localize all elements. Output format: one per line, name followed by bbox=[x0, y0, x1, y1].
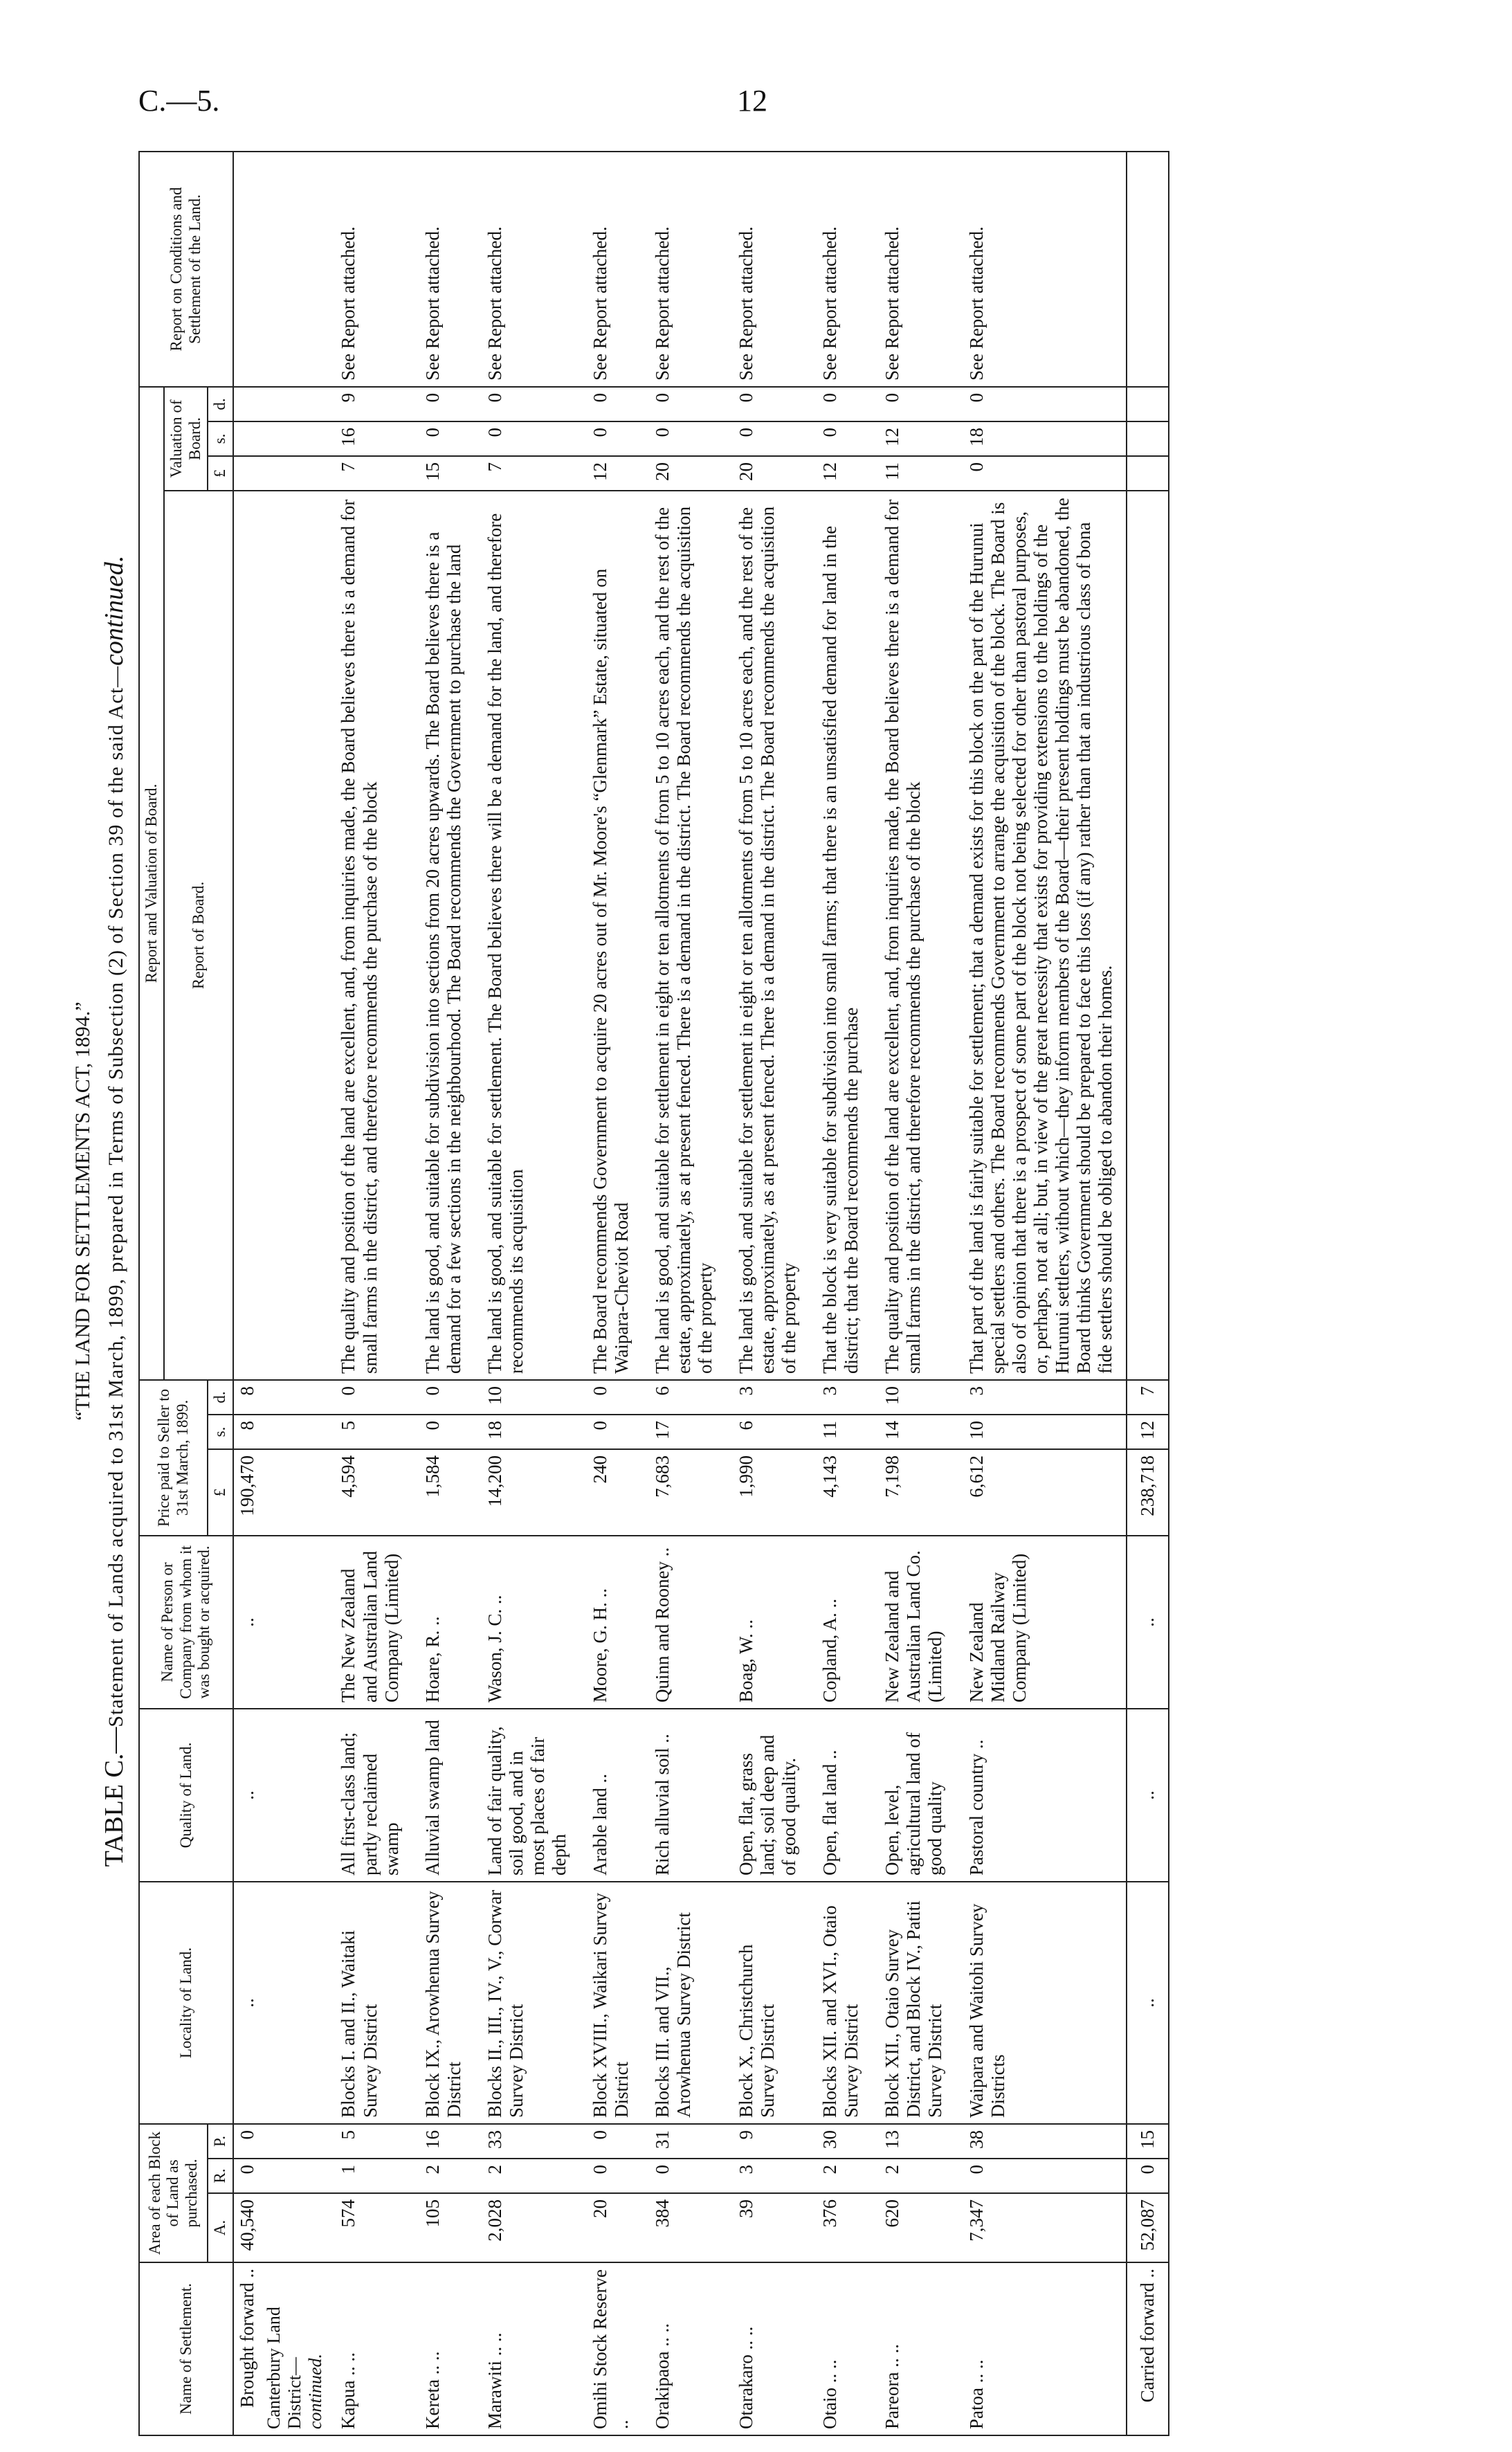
brought-forward-row: Brought forward .. 40,540 0 0 .. .. .. 190,470 8 8 bbox=[233, 152, 261, 2435]
price-pounds: 240 bbox=[580, 1449, 642, 1536]
district-row bbox=[261, 152, 329, 2435]
brought-forward-label: Brought forward .. bbox=[233, 2262, 261, 2435]
carried-forward-label: Carried forward .. bbox=[1127, 2262, 1169, 2435]
page-number: 12 bbox=[737, 84, 767, 118]
board-report: The quality and position of the land are excellent, and, from inquiries made, the Board believes there is a demand for small farms in the district, and therefore recommends the purchase of the block bbox=[328, 491, 412, 1380]
price-unit-pounds: £ bbox=[208, 1449, 233, 1536]
area-roods: 1 bbox=[328, 2159, 412, 2193]
valuation-shillings: 18 bbox=[956, 421, 1127, 456]
table-statement: Statement of Lands acquired to 31st March, 1899, prepared in Terms of Subsection (2) of Section 39 of the said Act— bbox=[104, 665, 127, 1727]
area-perches: 13 bbox=[872, 2124, 956, 2159]
settlements-table bbox=[138, 151, 1169, 2436]
col-locality-header: Locality of Land. bbox=[139, 1882, 233, 2124]
price-pence: 0 bbox=[328, 1380, 412, 1415]
board-report: The land is good, and suitable for subdivision into sections from 20 acres upwards. The Board believes there is a demand for a few sections in the neighbourhood. The Board recommends the Government to purchase the land bbox=[412, 491, 475, 1380]
table-title bbox=[99, 556, 129, 1867]
valuation-pounds: 20 bbox=[726, 456, 810, 491]
vendor: Moore, G. H. .. bbox=[580, 1536, 642, 1709]
price-shillings: 17 bbox=[642, 1415, 726, 1449]
price-pounds: 7,198 bbox=[872, 1449, 956, 1536]
area-acres: 20 bbox=[580, 2193, 642, 2262]
quality: All first-class land; partly reclaimed swamp bbox=[328, 1709, 412, 1882]
locality: Block IX., Arowhenua Survey District bbox=[412, 1882, 475, 2124]
price-pence: 3 bbox=[810, 1380, 872, 1415]
valuation-shillings: 0 bbox=[580, 421, 642, 456]
price-pounds: 1,990 bbox=[726, 1449, 810, 1536]
price-pounds: 6,612 bbox=[956, 1449, 1127, 1536]
area-perches: 31 bbox=[642, 2124, 726, 2159]
area-roods: 0 bbox=[642, 2159, 726, 2193]
area-acres: 2,028 bbox=[475, 2193, 580, 2262]
area-roods: 2 bbox=[872, 2159, 956, 2193]
col-valuation-header: Valuation of Board. bbox=[164, 387, 208, 491]
valuation-pounds: 12 bbox=[580, 456, 642, 491]
carried-forward-pounds: 238,718 bbox=[1127, 1449, 1169, 1536]
area-acres: 620 bbox=[872, 2193, 956, 2262]
quality: Rich alluvial soil .. bbox=[642, 1709, 726, 1882]
brought-forward-pence: 8 bbox=[233, 1380, 261, 1415]
table-row bbox=[956, 152, 1127, 2435]
col-area-header: Area of each Block of Land as purchased. bbox=[139, 2124, 208, 2262]
conditions-report: See Report attached. bbox=[956, 152, 1127, 387]
board-report: The quality and position of the land are excellent, and, from inquiries made, the Board believes there is a demand for small farms in the district, and therefore recommends the purchase of the block bbox=[872, 491, 956, 1380]
price-pence: 3 bbox=[956, 1380, 1127, 1415]
brought-forward-roods: 0 bbox=[233, 2159, 261, 2193]
board-report: That part of the land is fairly suitable for settlement; that a demand exists for this block on the part of the Hurunui special settlers and others. The Board recommends Government to arrange the acquisition of the block. The Board is also of opinion that there is a prospect of some part of the block not being selected for other than pastoral purposes, or, perhaps, not at all; but, in view of the great necessity that exists for providing extensions to the holdings of the Hurunui settlers, without which—they inform members of the Board—their present holdings must be abandoned, the Board thinks Government should be prepared to face this loss (if any) rather than that an industrious class of bona fide settlers should be obliged to abandon their homes. bbox=[956, 491, 1127, 1380]
area-perches: 16 bbox=[412, 2124, 475, 2159]
act-title: “THE LAND FOR SETTLEMENTS ACT, 1894.” bbox=[71, 1001, 94, 1421]
valuation-pence: 0 bbox=[412, 387, 475, 421]
vendor: Copland, A. .. bbox=[810, 1536, 872, 1709]
settlement-name: Patoa .. .. bbox=[956, 2262, 1127, 2435]
price-pence: 0 bbox=[412, 1380, 475, 1415]
table-row bbox=[810, 152, 872, 2435]
valuation-shillings: 0 bbox=[475, 421, 580, 456]
price-pence: 10 bbox=[475, 1380, 580, 1415]
valuation-unit-pounds: £ bbox=[208, 456, 233, 491]
quality: Arable land .. bbox=[580, 1709, 642, 1882]
brought-forward-perches: 0 bbox=[233, 2124, 261, 2159]
vendor: New Zealand Midland Railway Company (Limited) bbox=[956, 1536, 1127, 1709]
col-quality-header: Quality of Land. bbox=[139, 1709, 233, 1882]
valuation-shillings: 0 bbox=[726, 421, 810, 456]
table-row bbox=[412, 152, 475, 2435]
conditions-report: See Report attached. bbox=[580, 152, 642, 387]
area-unit-roods: R. bbox=[208, 2159, 233, 2193]
quality: Open, level, agricultural land of good quality bbox=[872, 1709, 956, 1882]
valuation-pounds: 12 bbox=[810, 456, 872, 491]
area-perches: 5 bbox=[328, 2124, 412, 2159]
col-vendor-header: Name of Person or Company from whom it was bought or acquired. bbox=[139, 1536, 233, 1709]
brought-forward-pounds: 190,470 bbox=[233, 1449, 261, 1536]
area-perches: 33 bbox=[475, 2124, 580, 2159]
price-unit-shillings: s. bbox=[208, 1415, 233, 1449]
price-pounds: 14,200 bbox=[475, 1449, 580, 1536]
area-acres: 7,347 bbox=[956, 2193, 1127, 2262]
conditions-report: See Report attached. bbox=[328, 152, 412, 387]
valuation-pence: 0 bbox=[810, 387, 872, 421]
price-pounds: 1,584 bbox=[412, 1449, 475, 1536]
valuation-pence: 0 bbox=[956, 387, 1127, 421]
valuation-pence: 0 bbox=[642, 387, 726, 421]
area-perches: 38 bbox=[956, 2124, 1127, 2159]
price-shillings: 14 bbox=[872, 1415, 956, 1449]
valuation-unit-pence: d. bbox=[208, 387, 233, 421]
area-acres: 105 bbox=[412, 2193, 475, 2262]
price-pence: 3 bbox=[726, 1380, 810, 1415]
area-perches: 30 bbox=[810, 2124, 872, 2159]
rotated-table-wrapper bbox=[138, 152, 1453, 2436]
quality: Open, flat, grass land; soil deep and of good quality. bbox=[726, 1709, 810, 1882]
area-roods: 2 bbox=[810, 2159, 872, 2193]
price-shillings: 6 bbox=[726, 1415, 810, 1449]
conditions-report: See Report attached. bbox=[412, 152, 475, 387]
vendor: Quinn and Rooney .. bbox=[642, 1536, 726, 1709]
area-roods: 0 bbox=[580, 2159, 642, 2193]
report-code: C.—5. bbox=[138, 84, 220, 118]
carried-forward-roods: 0 bbox=[1127, 2159, 1169, 2193]
carried-forward-row: Carried forward .. 52,087 0 15 .. .. .. 238,718 12 7 bbox=[1127, 152, 1169, 2435]
brought-forward-acres: 40,540 bbox=[233, 2193, 261, 2262]
price-pence: 6 bbox=[642, 1380, 726, 1415]
valuation-shillings: 0 bbox=[642, 421, 726, 456]
vendor: New Zealand and Australian Land Co. (Limited) bbox=[872, 1536, 956, 1709]
valuation-pence: 0 bbox=[726, 387, 810, 421]
col-name-header: Name of Settlement. bbox=[139, 2262, 233, 2435]
conditions-report: See Report attached. bbox=[872, 152, 956, 387]
valuation-pounds: 7 bbox=[328, 456, 412, 491]
settlement-name: Marawiti .. .. bbox=[475, 2262, 580, 2435]
col-price-header: Price paid to Seller to 31st March, 1899. bbox=[139, 1380, 208, 1536]
area-acres: 39 bbox=[726, 2193, 810, 2262]
price-pence: 0 bbox=[580, 1380, 642, 1415]
price-shillings: 5 bbox=[328, 1415, 412, 1449]
locality: Blocks III. and VII., Arowhenua Survey District bbox=[642, 1882, 726, 2124]
conditions-report: See Report attached. bbox=[642, 152, 726, 387]
valuation-pence: 0 bbox=[580, 387, 642, 421]
valuation-shillings: 0 bbox=[810, 421, 872, 456]
vendor: Hoare, R. .. bbox=[412, 1536, 475, 1709]
quality: Open, flat land .. bbox=[810, 1709, 872, 1882]
valuation-pounds: 7 bbox=[475, 456, 580, 491]
vendor: Wason, J. C. .. bbox=[475, 1536, 580, 1709]
area-roods: 0 bbox=[956, 2159, 1127, 2193]
area-unit-acres: A. bbox=[208, 2193, 233, 2262]
price-unit-pence: d. bbox=[208, 1380, 233, 1415]
header-row bbox=[139, 152, 164, 2435]
price-shillings: 10 bbox=[956, 1415, 1127, 1449]
area-roods: 2 bbox=[412, 2159, 475, 2193]
price-shillings: 0 bbox=[580, 1415, 642, 1449]
area-acres: 376 bbox=[810, 2193, 872, 2262]
valuation-pounds: 20 bbox=[642, 456, 726, 491]
locality: Blocks I. and II., Waitaki Survey District bbox=[328, 1882, 412, 2124]
price-pounds: 4,143 bbox=[810, 1449, 872, 1536]
area-roods: 2 bbox=[475, 2159, 580, 2193]
area-unit-perches: P. bbox=[208, 2124, 233, 2159]
table-row bbox=[872, 152, 956, 2435]
valuation-pence: 0 bbox=[872, 387, 956, 421]
locality: Block X., Christchurch Survey District bbox=[726, 1882, 810, 2124]
col-report-header: Report of Board. bbox=[164, 491, 233, 1380]
price-pounds: 4,594 bbox=[328, 1449, 412, 1536]
locality: Blocks II., III., IV., V., Corwar Survey District bbox=[475, 1882, 580, 2124]
settlement-name: Otarakaro .. .. bbox=[726, 2262, 810, 2435]
table-row bbox=[726, 152, 810, 2435]
locality: Waipara and Waitohi Survey Districts bbox=[956, 1882, 1127, 2124]
valuation-pounds: 0 bbox=[956, 456, 1127, 491]
area-acres: 574 bbox=[328, 2193, 412, 2262]
table-row bbox=[475, 152, 580, 2435]
locality: Blocks XII. and XVI., Otaio Survey District bbox=[810, 1882, 872, 2124]
table-row bbox=[580, 152, 642, 2435]
conditions-report: See Report attached. bbox=[475, 152, 580, 387]
valuation-shillings: 0 bbox=[412, 421, 475, 456]
quality: Pastoral country .. bbox=[956, 1709, 1127, 1882]
area-perches: 0 bbox=[580, 2124, 642, 2159]
vendor: The New Zealand and Australian Land Company (Limited) bbox=[328, 1536, 412, 1709]
valuation-shillings: 16 bbox=[328, 421, 412, 456]
valuation-pounds: 15 bbox=[412, 456, 475, 491]
table-row bbox=[328, 152, 412, 2435]
col-report-group-header: Report and Valuation of Board. bbox=[139, 387, 164, 1380]
conditions-report: See Report attached. bbox=[810, 152, 872, 387]
price-shillings: 11 bbox=[810, 1415, 872, 1449]
vendor: Boag, W. .. bbox=[726, 1536, 810, 1709]
price-shillings: 0 bbox=[412, 1415, 475, 1449]
valuation-pence: 0 bbox=[475, 387, 580, 421]
carried-forward-shillings: 12 bbox=[1127, 1415, 1169, 1449]
settlement-name: Kapua .. .. bbox=[328, 2262, 412, 2435]
board-report: The land is good, and suitable for settlement in eight or ten allotments of from 5 to 10 acres each, and the rest of the estate, approximately, as at present fenced. There is a demand in the district. The Board recommends the acquisition of the property bbox=[642, 491, 726, 1380]
table-row bbox=[642, 152, 726, 2435]
board-report: That the block is very suitable for subdivision into small farms; that there is an unsatisfied demand for land in the district; that the Board recommends the purchase bbox=[810, 491, 872, 1380]
valuation-pounds: 11 bbox=[872, 456, 956, 491]
conditions-report: See Report attached. bbox=[726, 152, 810, 387]
carried-forward-acres: 52,087 bbox=[1127, 2193, 1169, 2262]
price-pounds: 7,683 bbox=[642, 1449, 726, 1536]
price-pence: 10 bbox=[872, 1380, 956, 1415]
carried-forward-pence: 7 bbox=[1127, 1380, 1169, 1415]
col-conditions-header: Report on Conditions and Settlement of the Land. bbox=[139, 152, 233, 387]
table-label: TABLE C.— bbox=[100, 1727, 129, 1867]
brought-forward-shillings: 8 bbox=[233, 1415, 261, 1449]
settlement-name: Pareora .. .. bbox=[872, 2262, 956, 2435]
quality: Land of fair quality, soil good, and in most places of fair depth bbox=[475, 1709, 580, 1882]
valuation-unit-shillings: s. bbox=[208, 421, 233, 456]
board-report: The Board recommends Government to acquire 20 acres out of Mr. Moore's “Glenmark” Estate, situated on Waipara-Cheviot Road bbox=[580, 491, 642, 1380]
locality: Block XII., Otaio Survey District, and Block IV., Patiti Survey District bbox=[872, 1882, 956, 2124]
settlement-name: Kereta .. .. bbox=[412, 2262, 475, 2435]
carried-forward-perches: 15 bbox=[1127, 2124, 1169, 2159]
price-shillings: 18 bbox=[475, 1415, 580, 1449]
area-roods: 3 bbox=[726, 2159, 810, 2193]
area-acres: 384 bbox=[642, 2193, 726, 2262]
board-report: The land is good, and suitable for settlement in eight or ten allotments of from 5 to 10 acres each, and the rest of the estate, approximately, as at present fenced. There is a demand in the district. The Board recommends the acquisition of the property bbox=[726, 491, 810, 1380]
quality: Alluvial swamp land bbox=[412, 1709, 475, 1882]
board-report: The land is good, and suitable for settlement. The Board believes there will be a demand for the land, and therefore recommends its acquisition bbox=[475, 491, 580, 1380]
locality: Block XVIII., Waikari Survey District bbox=[580, 1882, 642, 2124]
district-label: Canterbury Land District— continued. bbox=[261, 2262, 329, 2435]
valuation-shillings: 12 bbox=[872, 421, 956, 456]
settlement-name: Otaio .. .. bbox=[810, 2262, 872, 2435]
valuation-pence: 9 bbox=[328, 387, 412, 421]
settlement-name: Orakipaoa .. .. bbox=[642, 2262, 726, 2435]
continued-label: continued. bbox=[100, 555, 129, 666]
settlement-name: Omihi Stock Reserve .. bbox=[580, 2262, 642, 2435]
area-perches: 9 bbox=[726, 2124, 810, 2159]
